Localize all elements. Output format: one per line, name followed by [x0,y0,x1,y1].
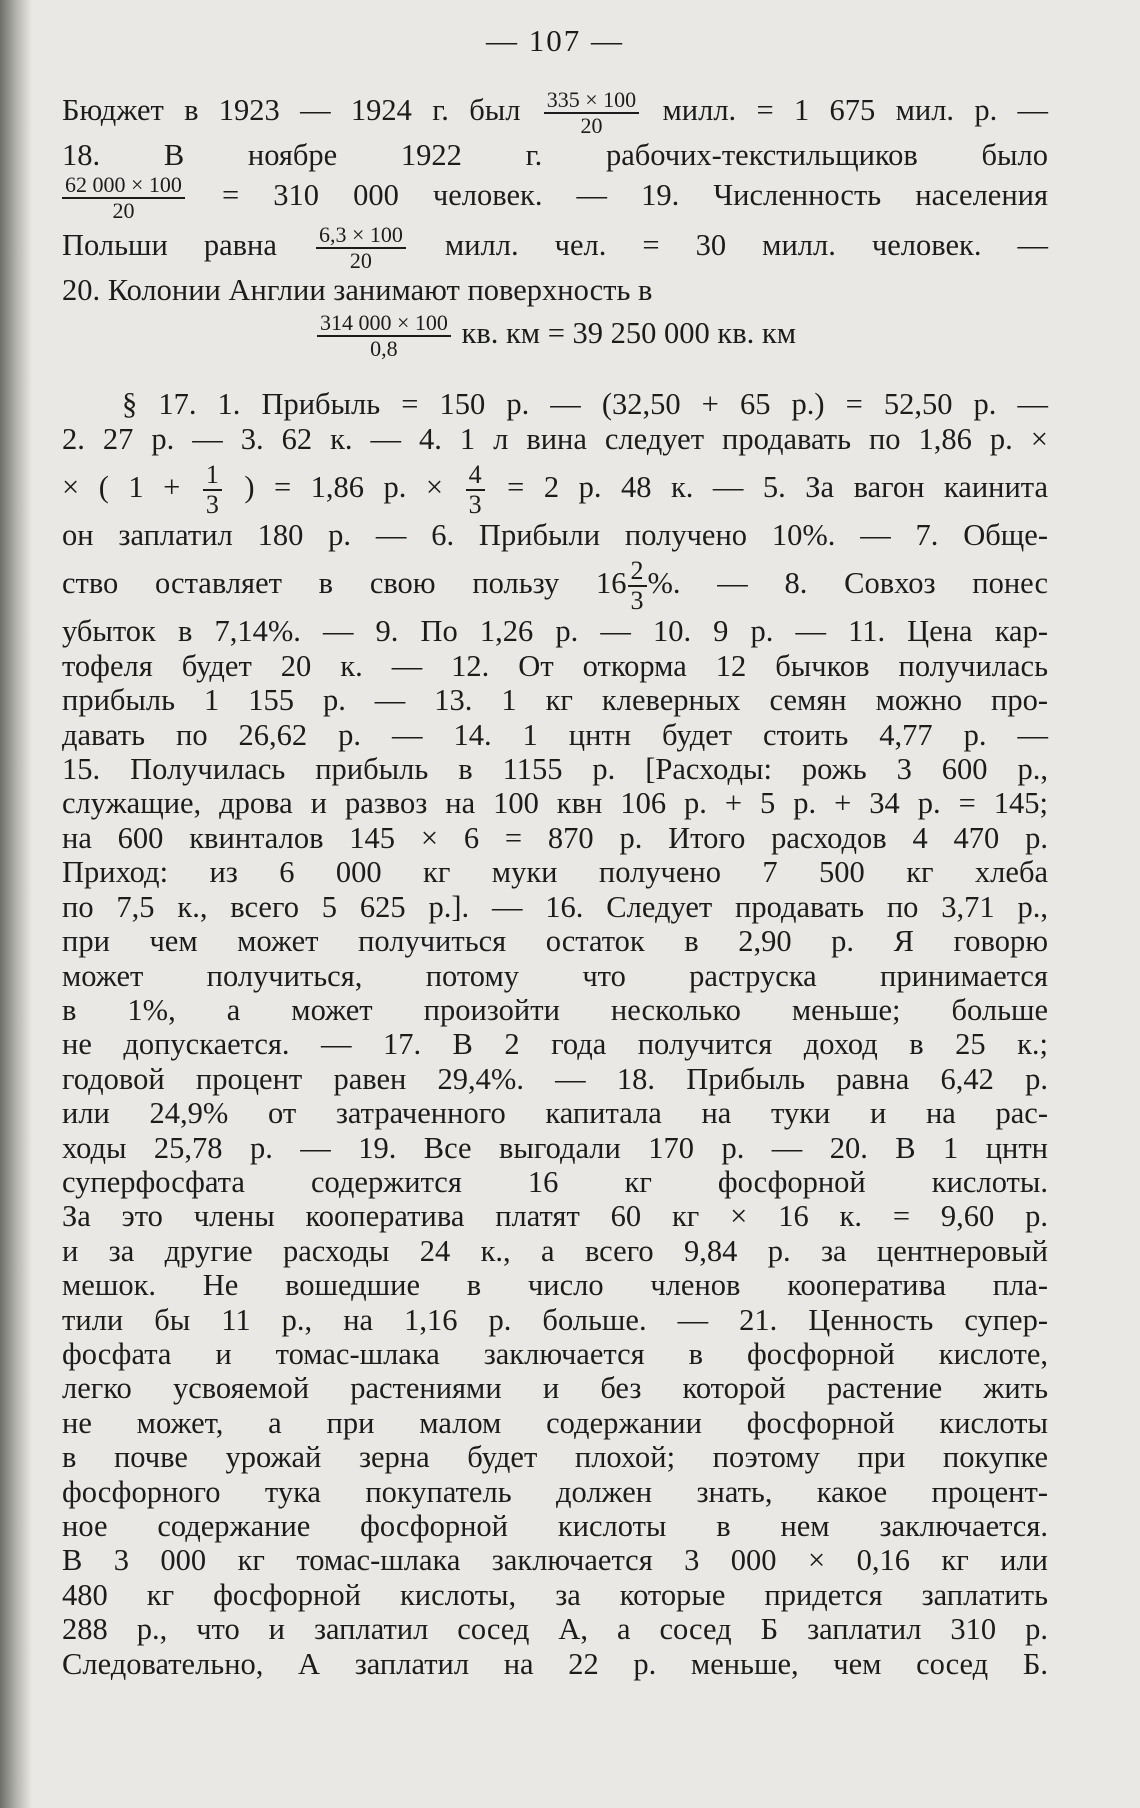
text-line: 20. Колонии Англии занимают поверхность в [62,272,653,307]
text-line: В 3 000 кг томас-шлака заключается 3 000 × 0,16 кг или [62,1543,1048,1578]
text-line [62,552,1048,614]
text-segment: × ( 1 + [62,470,181,505]
text-line: мешок. Не вошедшие в число членов кооператива пла- [62,1268,1048,1303]
text-line: при чем может получиться остаток в 2,90 р. Я говорю [62,924,1048,959]
text-line: годовой процент равен 29,4%. — 18. Прибыль равна 6,42 р. [62,1061,1048,1096]
text-line [62,173,1048,223]
text-line: давать по 26,62 р. — 14. 1 цнтн будет стоить 4,77 р. — [62,717,1048,752]
fraction-numerator: 314 000 × 100 [317,311,451,337]
fraction-denominator: 20 [580,113,603,139]
text-line: фосфорного тука покупатель должен знать, какое процент- [62,1474,1048,1509]
text-line: § 17. 1. Прибыль = 150 р. — (32,50 + 65 р.) = 52,50 р. — [122,387,1048,422]
text-line: может получиться, потому что раструска принимается [62,958,1048,993]
text-line: и за другие расходы 24 к., а всего 9,84 р. за центнеровый [62,1233,1048,1268]
fraction-numerator: 4 [466,461,485,491]
fraction-denominator: 0,8 [370,336,398,362]
text-segment: %. — 8. Совхоз понес [647,566,1048,601]
fraction [544,88,639,138]
text-line [62,456,1048,518]
text-segment: Польши равна [62,227,277,262]
text-line: служащие, дрова и развоз на 100 квн 106 р. + 5 р. + 34 р. = 145; [62,786,1048,821]
text-line: ное содержание фосфорной кислоты в нем заключается. [62,1509,1048,1543]
text-line: тофеля будет 20 к. — 12. От откорма 12 бычков получилась [62,648,1048,683]
text-line: он заплатил 180 р. — 6. Прибыли получено 10%. — 7. Обще- [62,518,1048,553]
fraction-numerator: 62 000 × 100 [62,173,185,199]
text-line: прибыль 1 155 р. — 13. 1 кг клеверных семян можно про- [62,683,1048,718]
text-segment: милл. чел. = 30 милл. человек. — [444,227,1049,262]
book-spine-shadow [0,0,32,1808]
text-line [62,223,1048,273]
text-segment: = 310 000 человек. — 19. Численность населения [222,177,1049,212]
text-segment: милл. = 1 675 мил. р. — [662,93,1049,128]
fraction [466,461,485,519]
text-segment: ство оставляет в свою пользу 16 [62,566,627,601]
text-line: по 7,5 к., всего 5 625 р.]. — 16. Следует продавать по 3,71 р., [62,889,1048,924]
text-line [62,88,1048,138]
book-page [62,24,1048,1681]
fraction-numerator: 1 [203,461,222,491]
text-line: 288 р., что и заплатил сосед А, а сосед Б заплатил 310 р. [62,1612,1048,1647]
fraction-denominator: 3 [468,490,482,520]
text-line: убыток в 7,14%. — 9. По 1,26 р. — 10. 9 р. — 11. Цена кар- [62,614,1048,649]
fraction [203,461,222,519]
text-line: суперфосфата содержится 16 кг фосфорной кислоты. [62,1164,1048,1199]
text-line: фосфата и томас-шлака заключается в фосфорной кислоте, [62,1336,1048,1371]
fraction-denominator: 3 [630,586,644,616]
fraction-numerator: 6,3 × 100 [316,223,406,249]
text-line: или 24,9% от затраченного капитала на туки и на рас- [62,1096,1048,1131]
text-line: в почве урожай зерна будет плохой; поэтому при покупке [62,1440,1048,1475]
text-line: не может, а при малом содержании фосфорной кислоты [62,1405,1048,1440]
fraction [317,311,451,361]
paragraph-gap [62,365,1048,387]
text-line: 2. 27 р. — 3. 62 к. — 4. 1 л вина следует продавать по 1,86 р. × [62,421,1048,456]
text-segment: кв. км = 39 250 000 кв. км [461,316,797,351]
text-segment: Бюджет в 1923 — 1924 г. был [62,93,521,128]
text-line: 18. В ноябре 1922 г. рабочих-текстильщиков было [62,138,1048,173]
text-line: 15. Получилась прибыль в 1155 р. [Расходы: рожь 3 600 р., [62,752,1048,787]
text-line: не допускается. — 17. В 2 года получится доход в 25 к.; [62,1027,1048,1062]
text-line: За это члены кооператива платят 60 кг × 16 к. = 9,60 р. [62,1199,1048,1234]
page-number: — 107 — [486,23,624,58]
fraction-denominator: 3 [205,490,219,520]
fraction-denominator: 20 [349,247,372,273]
text-line: на 600 квинталов 145 × 6 = 870 р. Итого расходов 4 470 р. [62,820,1048,855]
text-line: 480 кг фосфорной кислоты, за которые придется заплатить [62,1577,1048,1612]
fraction-denominator: 20 [112,197,135,223]
formula-line [62,311,1048,361]
fraction-numerator: 2 [628,557,647,587]
text-line: в 1%, а может произойти несколько меньше; больше [62,992,1048,1027]
text-segment: ) = 1,86 р. × [244,470,444,505]
fraction [316,223,406,273]
text-line: тили бы 11 р., на 1,16 р. больше. — 21. Ценность супер- [62,1302,1048,1337]
fraction-numerator: 335 × 100 [544,88,639,114]
text-line: Следовательно, А заплатил на 22 р. меньше, чем сосед Б. [62,1646,1048,1681]
text-segment: = 2 р. 48 к. — 5. За вагон каинита [507,470,1049,505]
text-line: Приход: из 6 000 кг муки получено 7 500 кг хлеба [62,855,1048,890]
text-line: ходы 25,78 р. — 19. Все выгодали 170 р. — 20. В 1 цнтн [62,1130,1048,1165]
fraction [628,557,647,615]
fraction [62,173,185,223]
text-line: легко усвояемой растениями и без которой растение жить [62,1371,1048,1406]
